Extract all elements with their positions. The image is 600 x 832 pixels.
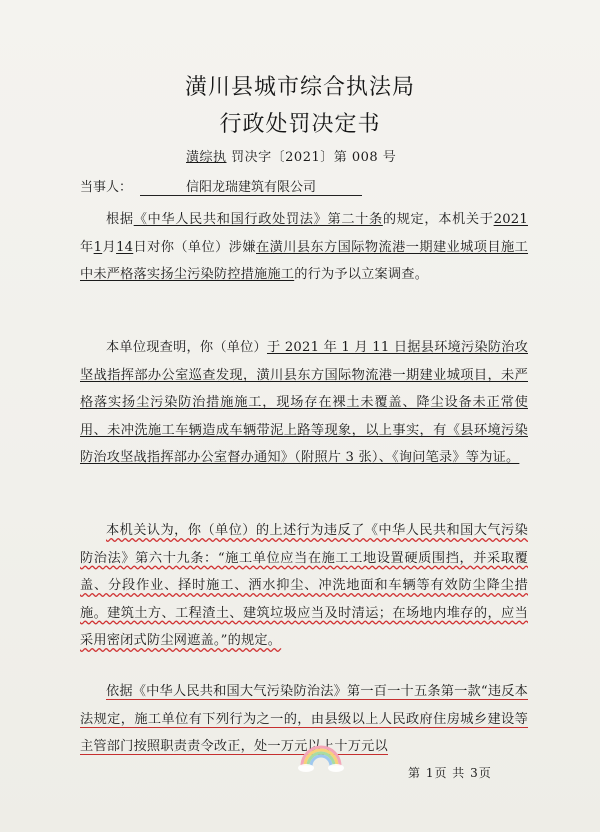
p1-e: 日对你（单位）涉嫌 <box>133 239 256 255</box>
p1-year: 2021 <box>493 212 528 227</box>
p1-d: 月 <box>102 239 117 255</box>
doc-title-agency: 潢川县城市综合执法局 <box>184 75 415 100</box>
party-line <box>80 176 362 196</box>
page-number: 第 1页 共 3页 <box>408 766 492 780</box>
paragraph-findings <box>80 334 528 472</box>
p2-b: 于 2021 年 1 月 11 日据县环境污染防治攻坚战指挥部办公室巡查发现，潢川县东方国际物流港一期建业城项目，未严格落实扬尘污染防治措施施工，现场存在裸土未覆盖、降尘设备未正常使用、未冲洗施工车辆造成车辆带泥上路等现象，以上事实，有《县环境污染防治攻坚战指挥部办公室督办通知》（附照片 3 张）、《询问笔录》等为证。 <box>80 340 528 465</box>
p1-day: 14 <box>116 239 134 255</box>
doc-number <box>186 146 396 165</box>
party-value: 信阳龙瑞建筑有限公司 <box>140 176 362 196</box>
doc-number-prefix: 潢综执 <box>186 150 227 165</box>
paragraph-violation <box>80 517 528 655</box>
p1-f: 的行为予以立案调查。 <box>294 267 429 282</box>
paragraph-case-filing <box>80 206 528 289</box>
p2-a: 本单位现查明，你（单位） <box>106 340 267 355</box>
doc-title-type: 行政处罚决定书 <box>219 112 381 137</box>
p1-b: 的规定，本机关于 <box>382 212 494 227</box>
rainbow-sticker-icon <box>296 742 346 774</box>
party-label: 当事人： <box>80 180 133 195</box>
p1-matter: 在潢川县东方国际物流港一期建业城项目施工中未严格落实扬尘污染防控措施施工 <box>80 239 529 282</box>
p1-a: 根据 <box>106 212 134 227</box>
p4-a: 依据《中华人民共和国大气污染防治法》第一百一十五条第一款“违反本法规定，施工单位有下列行为之一的，由县级以上人民政府住房城乡建设等主管部门按照职责责令改正，处一万元以上十万元以 <box>80 684 528 754</box>
p1-c: 年 <box>80 239 94 255</box>
p3-a: 本机关认为，你（单位）的上述行为违反了《中华人民共和国大气污染防治法》第六十九条：“施工单位应当在施工工地设置硬质围挡，并采取覆盖、分段作业、择时施工、洒水抑尘、冲洗地面和车辆等有效防尘降尘措施。建筑土方、工程渣土、建筑垃圾应当及时清运；在场地内堆存的，应当采用密闭式防尘网遮盖。”的规定。 <box>80 523 528 648</box>
p1-month: 1 <box>93 239 103 255</box>
doc-number-rest: 罚决字〔2021〕第 008 号 <box>226 150 397 165</box>
p1-law: 《中华人民共和国行政处罚法》第二十条 <box>133 212 383 227</box>
